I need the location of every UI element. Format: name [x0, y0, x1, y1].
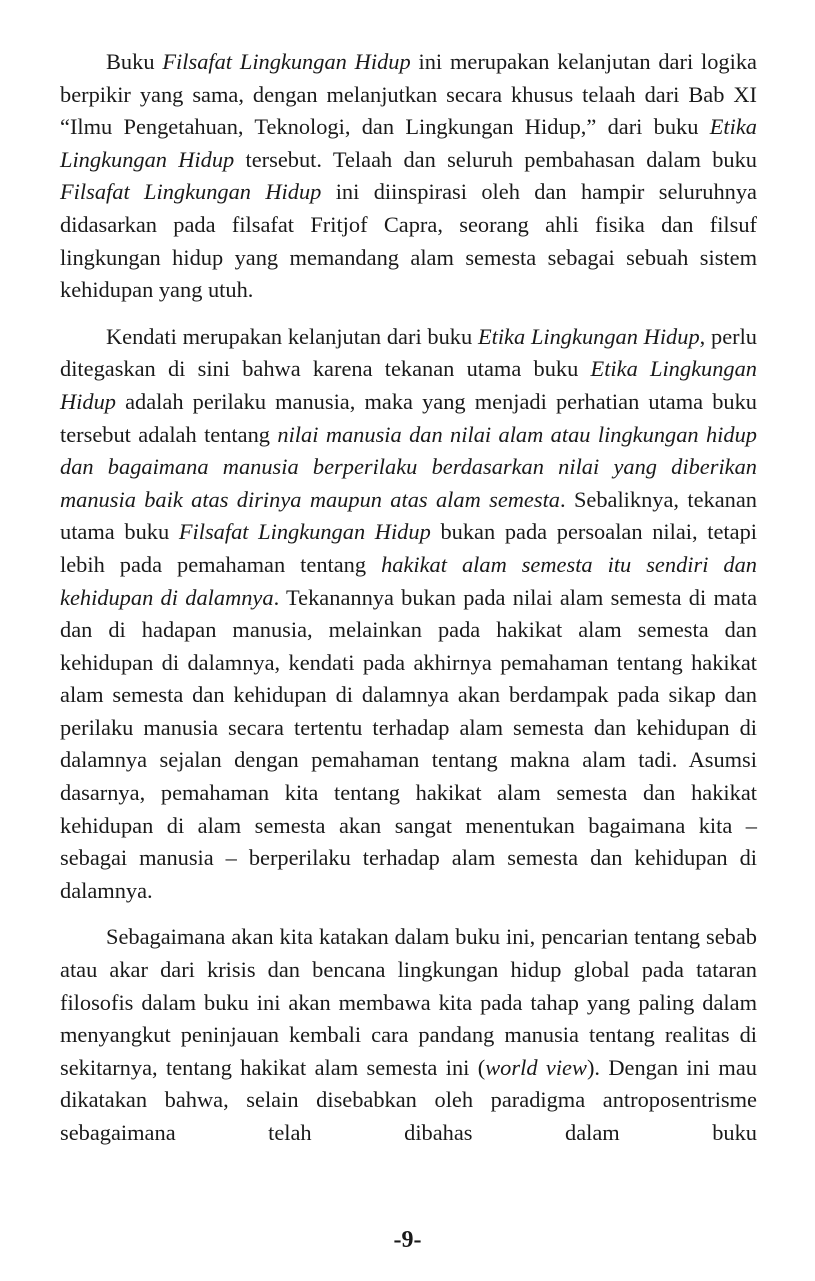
italic-book-title: Etika Lingkungan Hidup: [60, 356, 757, 414]
paragraph-2-text: , perlu ditegaskan di sini bahwa karena tekanan utama buku: [60, 323, 758, 382]
paragraph-2-text: . Sebaliknya, tekanan utama buku: [60, 486, 757, 545]
paragraph-2: [60, 321, 757, 908]
paragraph-1-text: Buku: [106, 49, 163, 74]
paragraph-2-text: Kendati merupakan kelanjutan dari buku: [106, 323, 478, 349]
italic-book-title: Etika Lingkungan Hidup: [60, 114, 757, 172]
page-body: [60, 46, 757, 1164]
paragraph-3-text: Sebagaimana akan kita katakan dalam buku ini, pencarian tentang sebab atau akar dari krisis dan bencana lingkungan hidup global pada tataran filosofis dalam buku ini akan membawa kita pada tahap yang paling dalam menyangkut peninjauan kembali cara pandang manusia tentang realitas di sekitarnya, tentang hakikat alam semesta ini (: [60, 924, 757, 1080]
italic-book-title: Filsafat Lingkungan Hidup: [162, 49, 411, 74]
paragraph-1: [60, 46, 757, 307]
page-number: -9-: [393, 1227, 422, 1253]
italic-term: world view: [485, 1054, 587, 1080]
paragraph-1-text: ini merupakan kelanjutan dari logika berpikir yang sama, dengan melanjutkan secara khusus telaah dari Bab XI “Ilmu Pengetahuan, Teknologi, dan Lingkungan Hidup,” dari buku: [60, 49, 757, 140]
italic-book-title: Filsafat Lingkungan Hidup: [60, 179, 322, 205]
paragraph-2-text: . Tekanannya bukan pada nilai alam semesta di mata dan di hadapan manusia, melainkan pada hakikat alam semesta dan kehidupan di dalamnya, kendati pada akhirnya pemahaman tentang hakikat alam semesta dan kehidupan di dalamnya akan berdampak pada sikap dan perilaku manusia secara tertentu terhadap alam semesta dan kehidupan di dalamnya sejalan dengan pemahaman tentang makna alam tadi. Asumsi dasarnya, pemahaman kita tentang hakikat alam semesta dan hakikat kehidupan di alam semesta akan sangat menentukan bagaimana kita – sebagai manusia – berperilaku terhadap alam semesta dan kehidupan di dalamnya.: [60, 584, 758, 903]
paragraph-2-text: bukan pada persoalan nilai, tetapi lebih pada pemahaman tentang: [60, 519, 757, 577]
italic-emphasis: hakikat alam semesta itu sendiri dan kehidupan di dalamnya: [60, 551, 757, 610]
paragraph-1-text: ini diinspirasi oleh dan hampir seluruhnya didasarkan pada filsafat Fritjof Capra, seorang ahli fisika dan filsuf lingkungan hidup yang memandang alam semesta sebagai sebuah sistem kehidupan yang utuh.: [60, 179, 757, 303]
italic-book-title: Filsafat Lingkungan Hidup: [178, 519, 431, 545]
paragraph-1-text: tersebut. Telaah dan seluruh pembahasan dalam buku: [234, 146, 757, 172]
paragraph-3: [60, 921, 757, 1149]
paragraph-2-text: adalah perilaku manusia, maka yang menjadi perhatian utama buku tersebut adalah tentang: [60, 388, 757, 447]
paragraph-3-text: ). Dengan ini mau dikatakan bahwa, selain disebabkan oleh paradigma antroposentrisme sebagaimana telah dibahas dalam buku: [60, 1054, 757, 1145]
italic-emphasis: nilai manusia dan nilai alam atau lingkungan hidup dan bagaimana manusia berperilaku berdasarkan nilai yang diberikan manusia baik atas dirinya maupun atas alam semesta: [60, 421, 757, 512]
italic-book-title: Etika Lingkungan Hidup: [477, 323, 700, 349]
